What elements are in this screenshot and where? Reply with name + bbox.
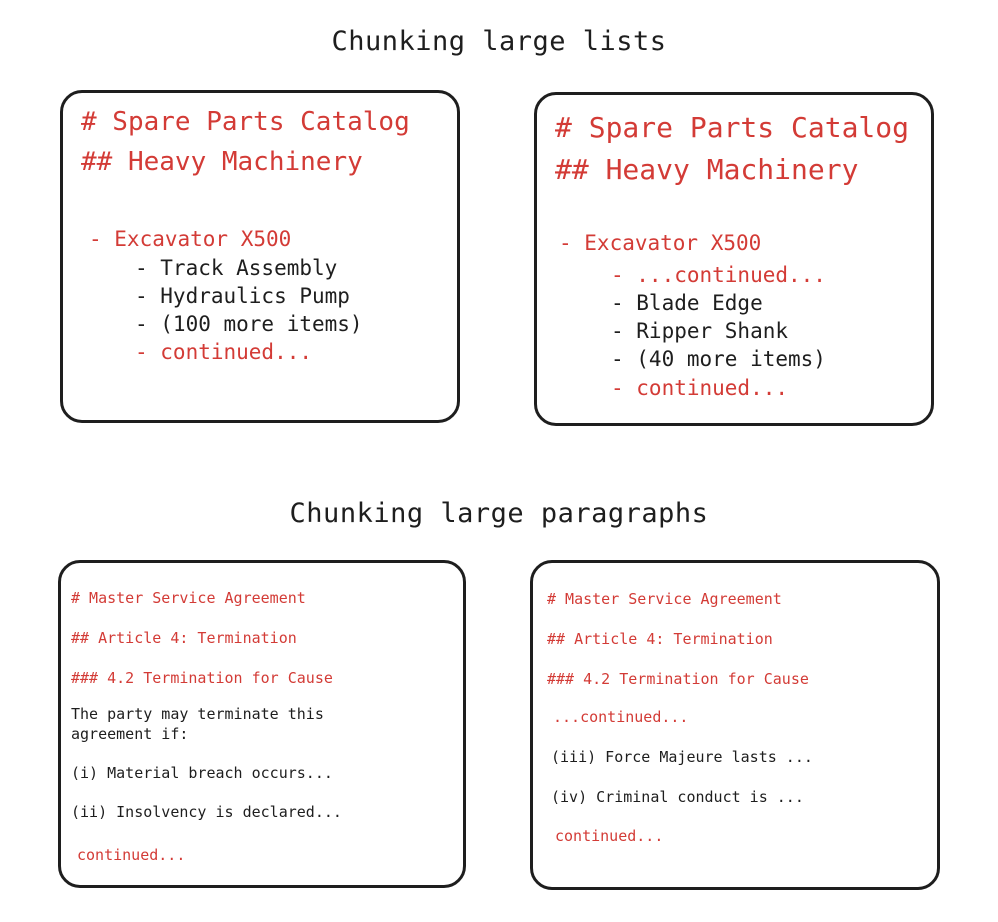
list-item: - Ripper Shank	[611, 319, 789, 343]
list-item: - Track Assembly	[135, 256, 338, 280]
continued-marker: continued...	[77, 846, 186, 864]
continued-marker: - continued...	[135, 340, 313, 364]
paragraphs-section-title: Chunking large paragraphs	[289, 498, 709, 529]
lists-section-title: Chunking large lists	[331, 26, 667, 57]
paragraph-chunk-card-2	[530, 560, 940, 890]
machinery-heading: ## Heavy Machinery	[81, 147, 363, 177]
catalog-heading: # Spare Parts Catalog	[81, 107, 410, 137]
article-heading: ## Article 4: Termination	[547, 630, 773, 648]
body-text-line: The party may terminate this	[71, 705, 324, 723]
list-item: - (100 more items)	[135, 312, 363, 336]
list-item: - Blade Edge	[611, 291, 763, 315]
agreement-heading: # Master Service Agreement	[547, 590, 782, 608]
machinery-heading: ## Heavy Machinery	[555, 153, 859, 186]
parent-item: - Excavator X500	[559, 231, 762, 255]
continued-marker: - continued...	[611, 376, 789, 400]
clause-item: (iii) Force Majeure lasts ...	[551, 748, 813, 766]
list-item: - (40 more items)	[611, 347, 826, 371]
continued-marker: continued...	[555, 827, 664, 845]
agreement-heading: # Master Service Agreement	[71, 589, 306, 607]
section-heading: ### 4.2 Termination for Cause	[547, 670, 809, 688]
clause-item: (iv) Criminal conduct is ...	[551, 788, 804, 806]
section-heading: ### 4.2 Termination for Cause	[71, 669, 333, 687]
parent-item: - Excavator X500	[89, 227, 292, 251]
clause-item: (i) Material breach occurs...	[71, 764, 333, 782]
article-heading: ## Article 4: Termination	[71, 629, 297, 647]
continued-lead: ...continued...	[553, 708, 689, 726]
clause-item: (ii) Insolvency is declared...	[71, 803, 342, 821]
list-chunk-card-2	[534, 92, 934, 426]
list-item: - Hydraulics Pump	[135, 284, 350, 308]
continued-lead: - ...continued...	[611, 263, 826, 287]
paragraph-chunk-card-1	[58, 560, 466, 888]
catalog-heading: # Spare Parts Catalog	[555, 111, 910, 144]
body-text-line: agreement if:	[71, 725, 189, 743]
list-chunk-card-1	[60, 90, 460, 423]
